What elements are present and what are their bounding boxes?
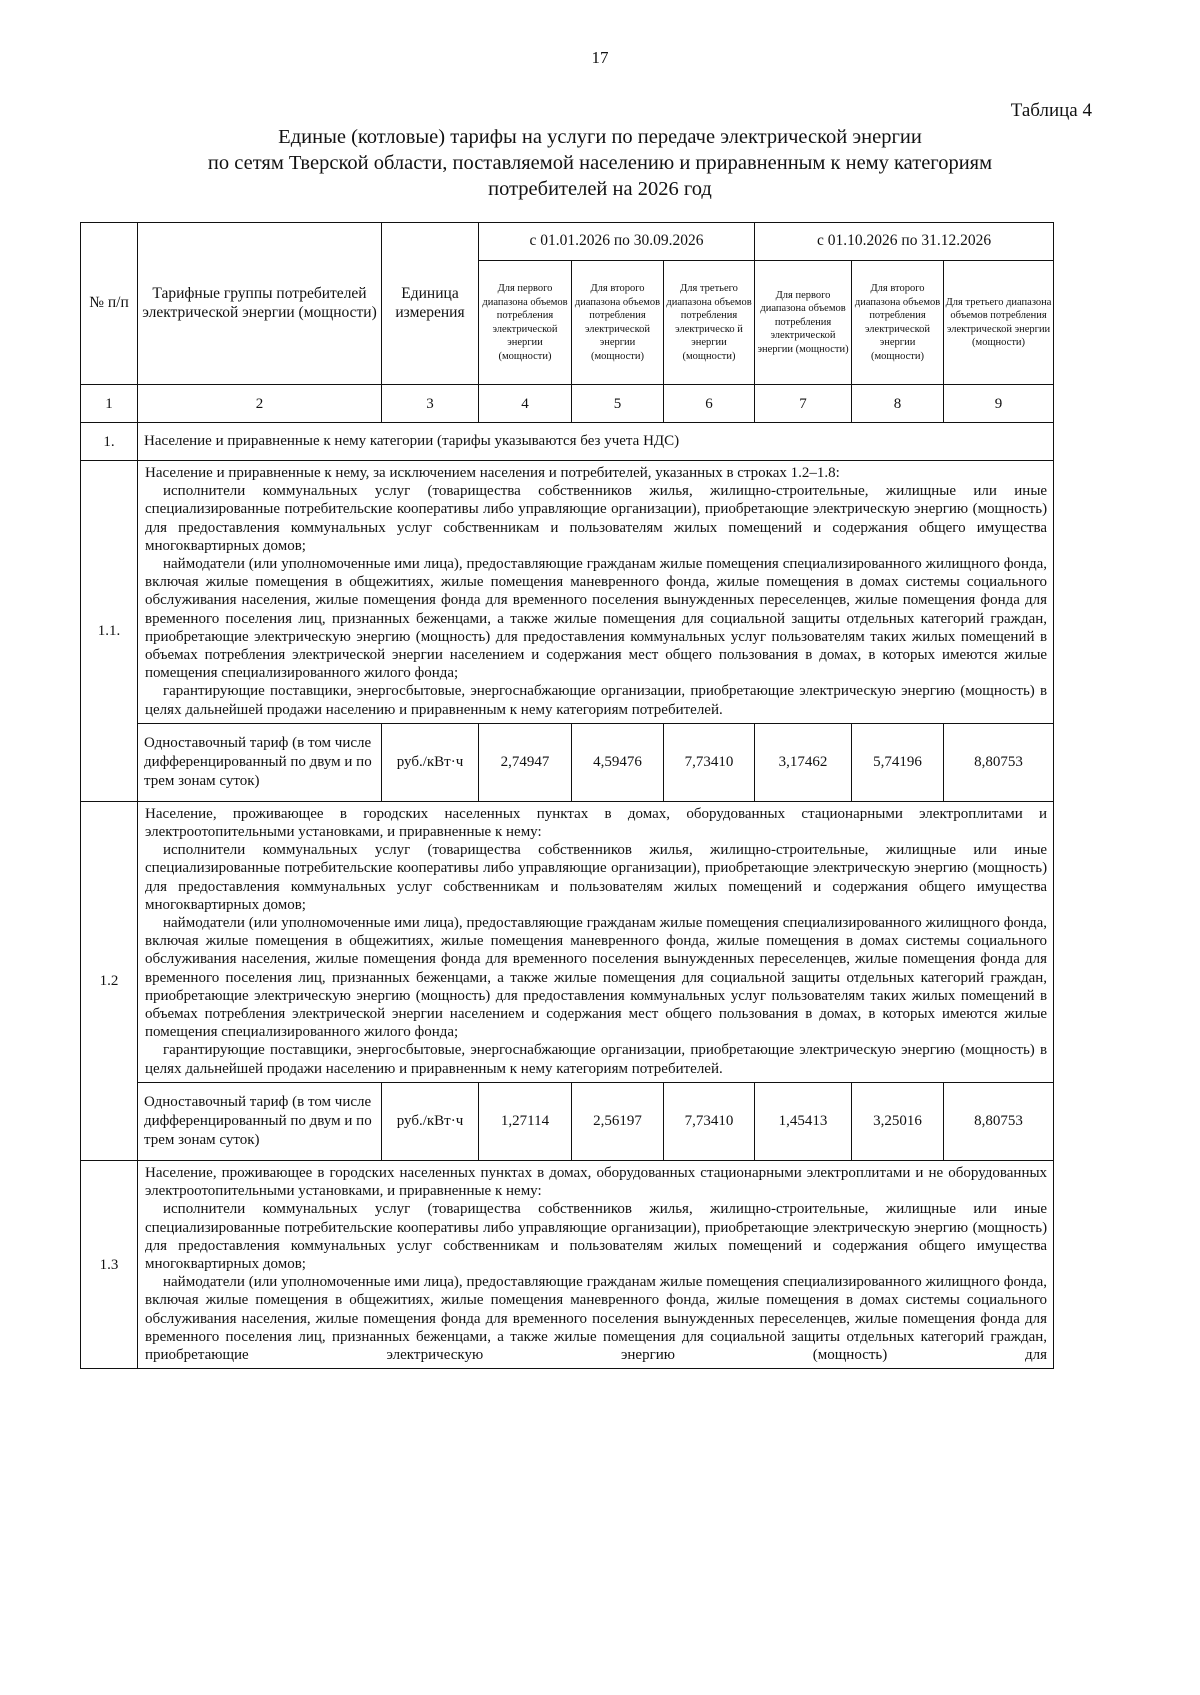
row-num: 1.3	[81, 1160, 138, 1368]
header-sub: Для третьего диапазона объемов потребления электрической энергии (мощности)	[944, 261, 1054, 385]
tariff-label: Одноставочный тариф (в том числе дифференцированный по двум и по трем зонам суток)	[138, 723, 382, 801]
paragraph: исполнители коммунальных услуг (товарищества собственников жилья, жилищно-строительные, жилищные или иные специализированные потребительские кооперативы либо управляющие организации), приобретающие электрическую энергию (мощность) для предоставления коммунальных услуг собственникам и пользователям жилых помещений и содержания общего имущества многоквартирных домов;	[145, 1201, 1048, 1272]
title-line: по сетям Тверской области, поставляемой населению и приравненным к нему категориям	[207, 152, 993, 174]
row-num: 1.2	[81, 801, 138, 1160]
header-num: № п/п	[81, 223, 138, 385]
tariff-value: 2,74947	[479, 723, 572, 801]
title-line: Единые (котловые) тарифы на услуги по передаче электрической энергии	[278, 126, 922, 148]
header-sub: Для первого диапазона объемов потребления электрической энергии (мощности)	[479, 261, 572, 385]
tariff-value: 1,27114	[479, 1082, 572, 1160]
paragraph: Население, проживающее в городских населенных пунктах в домах, оборудованных стационарными электроплитами и электроотопительными установками, и приравненные к нему:	[145, 805, 1048, 841]
section-num: 1.	[81, 423, 138, 461]
tariff-value: 8,80753	[944, 723, 1054, 801]
col-number: 4	[479, 385, 572, 423]
tariff-value: 4,59476	[572, 723, 664, 801]
tariff-row	[81, 1082, 1054, 1160]
tariff-value: 3,25016	[852, 1082, 944, 1160]
tariff-value: 2,56197	[572, 1082, 664, 1160]
col-number: 7	[755, 385, 852, 423]
page-number: 17	[591, 48, 609, 67]
tariff-value: 3,17462	[755, 723, 852, 801]
tariff-label: Одноставочный тариф (в том числе дифференцированный по двум и по трем зонам суток)	[138, 1082, 382, 1160]
tariff-unit: руб./кВт·ч	[382, 1082, 479, 1160]
tariff-table	[80, 222, 1054, 1369]
col-number: 3	[382, 385, 479, 423]
header-sub: Для второго диапазона объемов потребления электрической энергии (мощности)	[852, 261, 944, 385]
table-label: Таблица 4	[1010, 100, 1092, 121]
paragraph: исполнители коммунальных услуг (товарищества собственников жилья, жилищно-строительные, жилищные или иные специализированные потребительские кооперативы либо управляющие организации), приобретающие электрическую энергию (мощность) для предоставления коммунальных услуг собственникам и пользователям жилых помещений и содержания общего имущества многоквартирных домов;	[145, 483, 1048, 554]
header-period-2: с 01.10.2026 по 31.12.2026	[755, 223, 1054, 261]
col-number: 5	[572, 385, 664, 423]
col-number: 6	[664, 385, 755, 423]
tariff-value: 7,73410	[664, 723, 755, 801]
row-num: 1.1.	[81, 461, 138, 802]
header-group: Тарифные группы потребителей электрической энергии (мощности)	[138, 223, 382, 385]
header-period-1: с 01.01.2026 по 30.09.2026	[479, 223, 755, 261]
header-sub: Для первого диапазона объемов потребления электрической энергии (мощности)	[755, 261, 852, 385]
col-number: 9	[944, 385, 1054, 423]
paragraph: наймодатели (или уполномоченные ими лица), предоставляющие гражданам жилые помещения специализированного жилищного фонда, включая жилые помещения в общежитиях, жилые помещения маневренного фонда, жилые помещения в домах системы социального обслуживания населения, жилые помещения фонда для временного поселения вынужденных переселенцев, жилые помещения фонда для временного поселения лиц, признанных беженцами, а также жилые помещения для социальной защиты отдельных категорий граждан, приобретающие электрическую энергию (мощность) для предоставления коммунальных услуг пользователям таких жилых помещений в объемах потребления электрической энергии населением и содержания мест общего пользования в домах, в которых имеются жилые помещения специализированного жилого фонда;	[145, 915, 1048, 1041]
header-unit: Единица измерения	[382, 223, 479, 385]
paragraph: наймодатели (или уполномоченные ими лица), предоставляющие гражданам жилые помещения специализированного жилищного фонда, включая жилые помещения в общежитиях, жилые помещения маневренного фонда, жилые помещения в домах системы социального обслуживания населения, жилые помещения фонда для временного поселения вынужденных переселенцев, жилые помещения фонда для временного поселения лиц, признанных беженцами, а также жилые помещения для социальной защиты отдельных категорий граждан, приобретающие электрическую энергию (мощность) для предоставления коммунальных услуг пользователям таких жилых помещений в объемах потребления электрической энергии населением и содержания мест общего пользования в домах, в которых имеются жилые помещения специализированного жилого фонда;	[145, 556, 1048, 682]
paragraph: наймодатели (или уполномоченные ими лица), предоставляющие гражданам жилые помещения специализированного жилищного фонда, включая жилые помещения в общежитиях, жилые помещения маневренного фонда, жилые помещения в домах системы социального обслуживания населения, жилые помещения фонда для временного поселения вынужденных переселенцев, жилые помещения фонда для временного поселения лиц, признанных беженцами, а также жилые помещения для социальной защиты отдельных категорий граждан, приобретающие электрическую энергию (мощность) для	[145, 1274, 1048, 1363]
paragraph: Население и приравненные к нему, за исключением населения и потребителей, указанных в строках 1.2–1.8:	[145, 465, 840, 481]
row-description	[138, 801, 1054, 1082]
tariff-value: 7,73410	[664, 1082, 755, 1160]
section-row	[81, 423, 1054, 461]
tariff-unit: руб./кВт·ч	[382, 723, 479, 801]
col-number: 2	[138, 385, 382, 423]
tariff-value: 5,74196	[852, 723, 944, 801]
col-number: 8	[852, 385, 944, 423]
tariff-value: 1,45413	[755, 1082, 852, 1160]
page-title	[120, 124, 1080, 202]
col-number: 1	[81, 385, 138, 423]
header-sub: Для третьего диапазона объемов потребления электрическо й энергии (мощности)	[664, 261, 755, 385]
column-number-row	[81, 385, 1054, 423]
title-line: потребителей на 2026 год	[488, 178, 712, 200]
row-description	[138, 461, 1054, 724]
tariff-row	[81, 723, 1054, 801]
paragraph: Население, проживающее в городских населенных пунктах в домах, оборудованных стационарными электроплитами и не оборудованных электроотопительными установками, и приравненные к нему:	[145, 1164, 1048, 1200]
tariff-value: 8,80753	[944, 1082, 1054, 1160]
section-text: Население и приравненные к нему категории (тарифы указываются без учета НДС)	[138, 423, 1054, 461]
row-description	[138, 1160, 1054, 1368]
header-sub: Для второго диапазона объемов потребления электрической энергии (мощности)	[572, 261, 664, 385]
paragraph: гарантирующие поставщики, энергосбытовые, энергоснабжающие организации, приобретающие электрическую энергию (мощность) в целях дальнейшей продажи населению и приравненным к нему категориям потребителей.	[145, 683, 1048, 718]
paragraph: гарантирующие поставщики, энергосбытовые, энергоснабжающие организации, приобретающие электрическую энергию (мощность) в целях дальнейшей продажи населению и приравненным к нему категориям потребителей.	[145, 1042, 1048, 1077]
paragraph: исполнители коммунальных услуг (товарищества собственников жилья, жилищно-строительные, жилищные или иные специализированные потребительские кооперативы либо управляющие организации), приобретающие электрическую энергию (мощность) для предоставления коммунальных услуг собственникам и пользователям жилых помещений и содержания общего имущества многоквартирных домов;	[145, 842, 1048, 913]
